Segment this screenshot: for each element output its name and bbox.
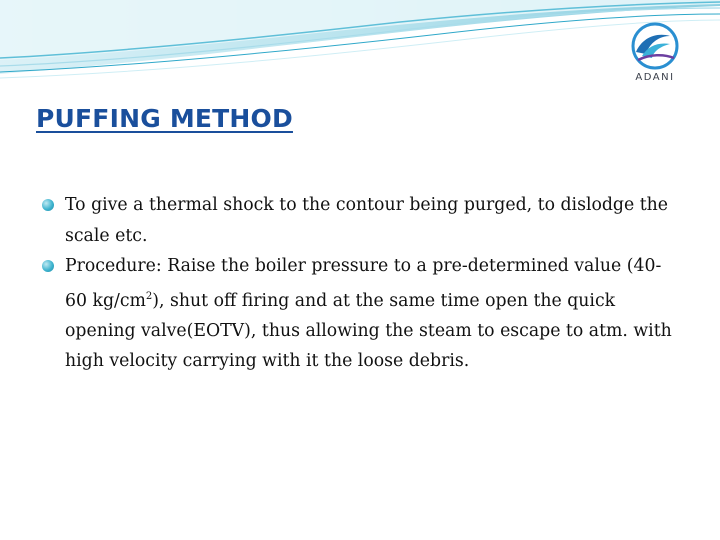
bullet-list [40,190,680,377]
adani-logo-icon [620,20,690,72]
bullet-text-end: ), shut off firing and at the same time open the quick opening valve(EOTV), thus allowing the steam to escape to atm. with high velocity carrying with it the loose debris. [65,290,672,372]
bullet-item [40,251,680,377]
bullet-item [40,190,680,251]
bullet-dot-icon [42,199,54,211]
adani-logo [620,20,690,90]
header-wave-decoration [0,0,720,90]
logo-wordmark: ADANI [635,72,675,83]
bullet-text-start: Procedure: Raise the boiler pressure to a pre-determined value (40-60 kg/cm [65,256,662,311]
bullet-text: To give a thermal shock to the contour being purged, to dislodge the scale etc. [65,195,669,246]
superscript: 2 [145,290,153,302]
bullet-dot-icon [42,260,54,272]
slide-title: PUFFING METHOD [36,104,293,133]
